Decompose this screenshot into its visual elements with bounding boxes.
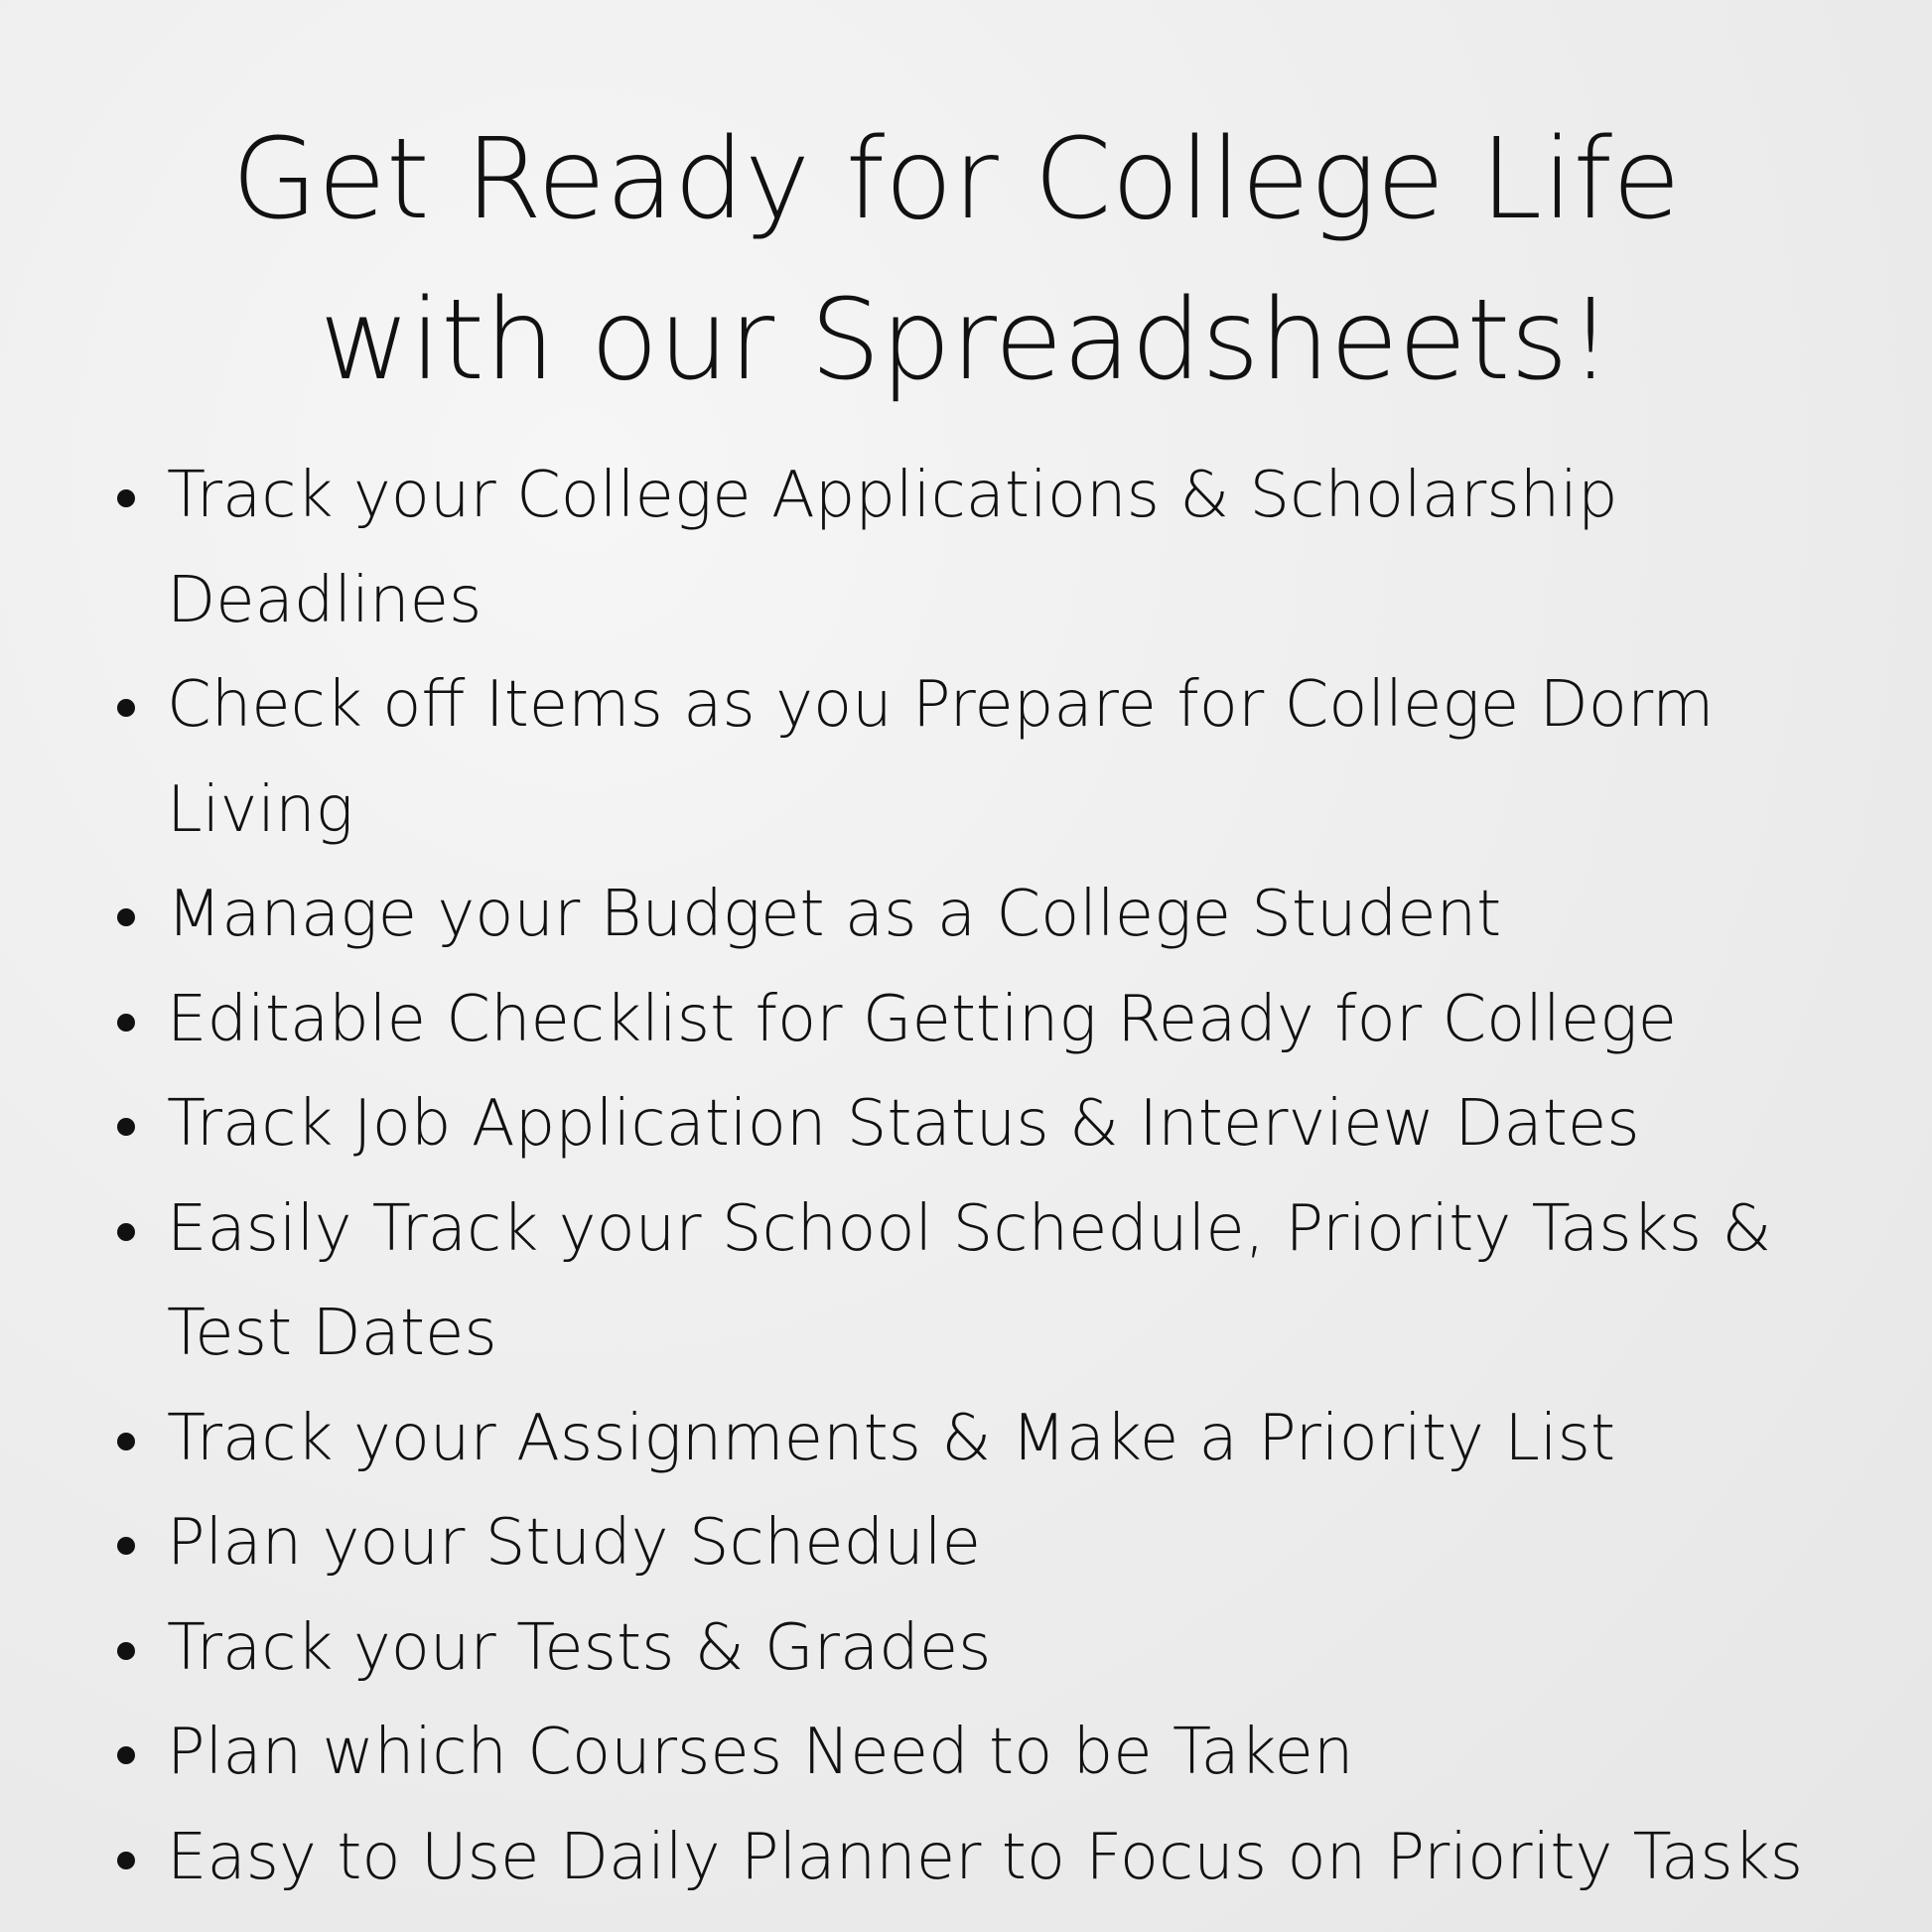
feature-text: Plan your Study Schedule bbox=[167, 1506, 981, 1580]
feature-item bbox=[0, 1701, 1932, 1806]
bullet-icon bbox=[117, 908, 135, 926]
feature-item bbox=[0, 1596, 1932, 1702]
feature-text: Track your Tests & Grades bbox=[167, 1610, 992, 1685]
bullet-icon bbox=[117, 1118, 135, 1136]
bullet-icon bbox=[117, 1642, 135, 1660]
feature-item bbox=[0, 444, 1932, 653]
feature-text: Manage your Budget as a College Student bbox=[167, 878, 1502, 951]
feature-list bbox=[0, 444, 1932, 1910]
feature-text: Track Job Application Status & Interview Dates bbox=[167, 1087, 1640, 1161]
bullet-icon bbox=[117, 1014, 135, 1032]
feature-item bbox=[0, 653, 1932, 863]
bullet-icon bbox=[117, 489, 135, 507]
bullet-icon bbox=[117, 1537, 135, 1555]
feature-text-continued: Deadlines bbox=[167, 563, 483, 637]
feature-text-continued: Living bbox=[167, 772, 354, 847]
bullet-icon bbox=[117, 1223, 135, 1241]
page-title bbox=[0, 99, 1932, 421]
title-line-1: Get Ready for College Life bbox=[231, 115, 1681, 244]
feature-text-continued: Test Dates bbox=[167, 1297, 497, 1370]
bullet-icon bbox=[117, 1746, 135, 1764]
feature-item bbox=[0, 1491, 1932, 1596]
bullet-icon bbox=[117, 1433, 135, 1450]
feature-text: Editable Checklist for Getting Ready for College bbox=[167, 982, 1678, 1056]
feature-item bbox=[0, 968, 1932, 1073]
feature-text: Track your College Applications & Scholarship bbox=[167, 459, 1618, 532]
feature-item bbox=[0, 1806, 1932, 1911]
feature-text: Plan which Courses Need to be Taken bbox=[167, 1716, 1354, 1789]
feature-text: Easy to Use Daily Planner to Focus on Priority Tasks bbox=[167, 1820, 1804, 1894]
feature-item bbox=[0, 863, 1932, 968]
feature-text: Easily Track your School Schedule, Priority Tasks & bbox=[167, 1191, 1772, 1266]
bullet-icon bbox=[117, 699, 135, 717]
feature-item bbox=[0, 1072, 1932, 1177]
bullet-icon bbox=[117, 1852, 135, 1869]
title-line-2: with our Spreadsheets! bbox=[319, 276, 1613, 405]
feature-text: Check off Items as you Prepare for College Dorm bbox=[167, 668, 1715, 742]
feature-text: Track your Assignments & Make a Priority List bbox=[167, 1401, 1616, 1475]
feature-item bbox=[0, 1387, 1932, 1492]
feature-item bbox=[0, 1177, 1932, 1387]
